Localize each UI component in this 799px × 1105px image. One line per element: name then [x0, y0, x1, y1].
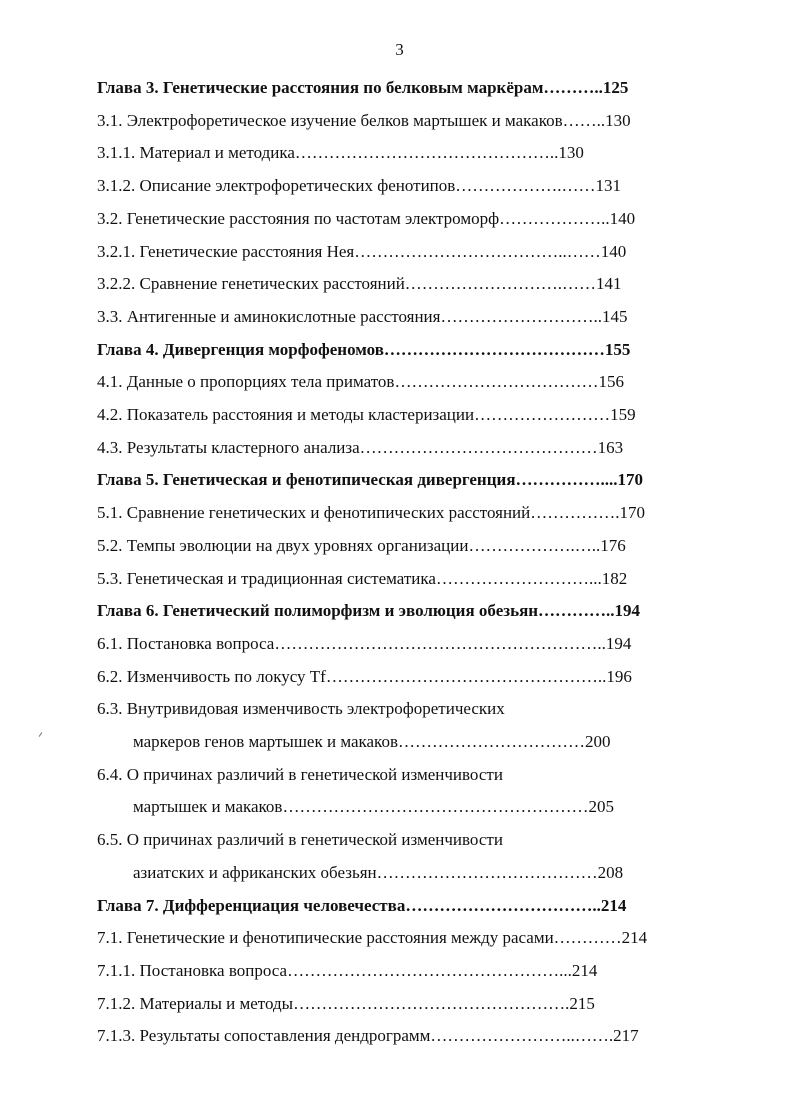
stray-pen-mark — [39, 732, 43, 737]
toc-entry-3-3: 3.3. Антигенные и аминокислотные расстояния………………………..145 — [97, 306, 628, 326]
toc-entry-5-2: 5.2. Темпы эволюции на двух уровнях организации……………….…..176 — [97, 535, 626, 555]
toc-entry-6-5-continuation: азиатских и африканских обезьян…………………………………208 — [133, 862, 624, 882]
toc-entry-6-4: 6.4. О причинах различий в генетической изменчивости — [97, 764, 503, 784]
toc-chapter-5-heading: Глава 5. Генетическая и фенотипическая дивергенция……………....170 — [97, 470, 644, 490]
toc-entry-5-1: 5.1. Сравнение генетических и фенотипических расстояний…………….170 — [97, 503, 645, 523]
toc-entry-4-2: 4.2. Показатель расстояния и методы кластеризации……………………159 — [97, 405, 636, 424]
toc-entry-3-2-2: 3.2.2. Сравнение генетических расстояний……………………….……141 — [97, 274, 622, 294]
toc-entry-7-1-3: 7.1.3. Результаты сопоставления дендрограмм……………………..…….217 — [97, 1026, 639, 1046]
toc-entry-6-4-continuation: мартышек и макаков………………………………………………205 — [133, 797, 614, 817]
toc-entry-3-2-1: 3.2.1. Генетические расстояния Нея………………………………..……140 — [97, 241, 627, 261]
toc-chapter-3-heading: Глава 3. Генетические расстояния по белковым маркёрам………..125 — [97, 78, 629, 97]
page-number: 3 — [395, 40, 404, 59]
toc-chapter-4-heading: Глава 4. Дивергенция морфофеномов…………………………………155 — [97, 339, 631, 359]
toc-entry-3-1-2: 3.1.2. Описание электрофоретических фенотипов……………….……131 — [97, 176, 622, 196]
toc-entry-7-1: 7.1. Генетические и фенотипические расстояния между расами…………214 — [97, 928, 648, 948]
toc-entry-3-2: 3.2. Генетические расстояния по частотам электроморф………………..140 — [97, 208, 636, 228]
toc-entry-4-1: 4.1. Данные о пропорциях тела приматов………………………………156 — [97, 372, 624, 392]
toc-entry-6-3: 6.3. Внутривидовая изменчивость электрофоретических — [97, 699, 505, 719]
toc-chapter-6-heading: Глава 6. Генетический полиморфизм и эволюция обезьян…………..194 — [97, 601, 641, 621]
toc-entry-4-3: 4.3. Результаты кластерного анализа……………………………………163 — [97, 437, 624, 457]
toc-entry-5-3: 5.3. Генетическая и традиционная систематика………………………...182 — [97, 568, 628, 588]
toc-entry-3-1: 3.1. Электрофоретическое изучение белков мартышек и макаков……..130 — [97, 110, 631, 130]
toc-entry-3-1-1: 3.1.1. Материал и методика………………………………………..130 — [97, 143, 584, 163]
toc-entry-7-1-1: 7.1.1. Постановка вопроса…………………………………………...214 — [97, 960, 598, 980]
toc-entry-7-1-2: 7.1.2. Материалы и методы………………………………………….215 — [97, 993, 595, 1013]
toc-entry-6-2: 6.2. Изменчивость по локусу Tf…………………………………………..196 — [97, 666, 632, 686]
toc-entry-6-3-continuation: маркеров генов мартышек и макаков……………………………200 — [133, 732, 611, 751]
toc-entry-6-5: 6.5. О причинах различий в генетической изменчивости — [97, 830, 503, 850]
toc-chapter-7-heading: Глава 7. Дифференциация человечества……………………………..214 — [97, 895, 627, 915]
toc-entry-6-1: 6.1. Постановка вопроса…………………………………………………..194 — [97, 633, 632, 653]
